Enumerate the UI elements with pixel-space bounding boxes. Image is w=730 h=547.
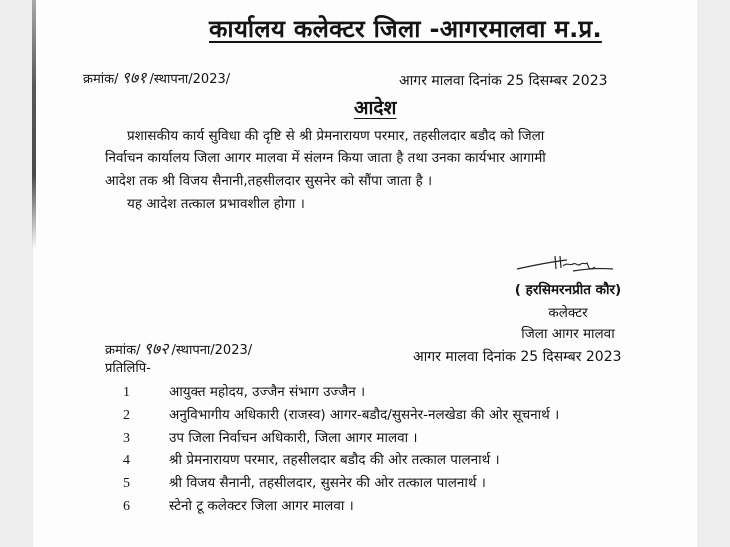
copy-reference xyxy=(105,337,252,359)
body-line-1: प्रशासकीय कार्य सुविधा की दृष्टि से श्री प्रेमनारायण परमार, तहसीलदार बडौद को जिला xyxy=(127,128,545,144)
list-item xyxy=(123,427,559,450)
order-ref-prefix: क्रमांक/ xyxy=(83,72,119,87)
copy-recipient-list xyxy=(123,381,559,518)
copy-ref-prefix: क्रमांक/ xyxy=(105,343,141,358)
list-item-text: श्री प्रेमनारायण परमार, तहसीलदार बडौद की ओर तत्काल पालनार्थ । xyxy=(169,452,500,469)
copy-date: आगर मालवा दिनांक 25 दिसम्बर 2023 xyxy=(413,349,622,365)
list-item xyxy=(123,449,559,472)
document-page xyxy=(33,0,697,547)
copy-label: प्रतिलिपि- xyxy=(105,361,151,376)
copy-ref-suffix: /स्थापना/2023/ xyxy=(171,343,253,358)
body-line-3: आदेश तक श्री विजय सैनानी,तहसीलदार सुसनेर को सौंपा जाता है । xyxy=(105,173,433,189)
order-ref-suffix: /स्थापना/2023/ xyxy=(149,72,231,87)
list-item-number: 1 xyxy=(123,385,130,400)
list-item xyxy=(123,472,559,495)
list-item-number: 4 xyxy=(123,453,130,469)
list-item-text: श्री विजय सैनानी, तहसीलदार, सुसनेर की ओर तत्काल पालनार्थ । xyxy=(169,475,486,492)
order-reference xyxy=(83,66,230,88)
list-item-number: 3 xyxy=(123,430,130,446)
order-heading: आदेश xyxy=(354,97,397,119)
signatory-district: जिला आगर मालवा xyxy=(521,326,615,342)
copy-ref-handwritten-number: ९७२ xyxy=(143,339,169,358)
order-date: आगर मालवा दिनांक 25 दिसम्बर 2023 xyxy=(399,73,608,89)
page-edge-shadow xyxy=(32,0,36,250)
body-line-2: निर्वाचन कार्यालय जिला आगर मालवा में संलग्न किया जाता है तथा उनका कार्यभार आगामी xyxy=(105,150,546,166)
order-ref-handwritten-number: ९७१ xyxy=(121,68,147,87)
signature-icon xyxy=(515,252,615,274)
list-item-text: स्टेनो टू कलेक्टर जिला आगर मालवा । xyxy=(169,497,354,514)
list-item xyxy=(123,495,559,518)
list-item-text: उप जिला निर्वाचन अधिकारी, जिला आगर मालवा । xyxy=(169,429,418,446)
list-item-number: 6 xyxy=(123,498,130,514)
list-item-text: अनुविभागीय अधिकारी (राजस्व) आगर-बडौद/सुसनेर-नलखेडा की ओर सूचनार्थ । xyxy=(169,406,560,423)
signatory-name: ( हरसिमरनप्रीत कौर) xyxy=(514,282,622,298)
signatory-designation: कलेक्टर xyxy=(548,305,588,321)
list-item xyxy=(123,404,559,427)
list-item-number: 2 xyxy=(123,407,130,423)
list-item-text: आयुक्त महोदय, उज्जैन संभाग उज्जैन । xyxy=(169,384,366,400)
office-title: कार्यालय कलेक्टर जिला -आगरमालवा म.प्र. xyxy=(209,15,602,43)
list-item-number: 5 xyxy=(123,476,130,492)
effect-line: यह आदेश तत्काल प्रभावशील होगा । xyxy=(127,196,305,212)
list-item xyxy=(123,381,559,404)
